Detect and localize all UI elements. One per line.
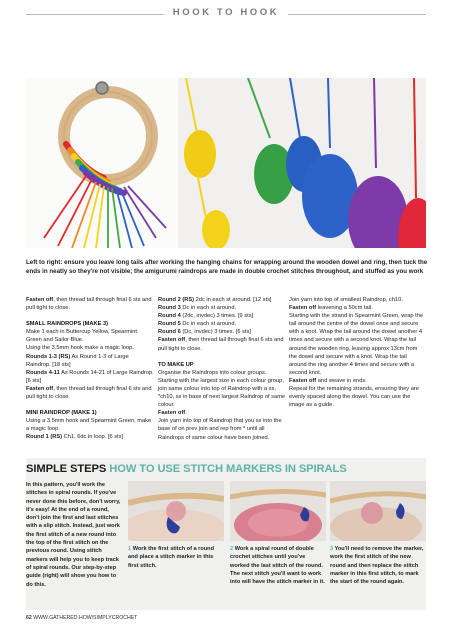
page-number: 62 (26, 615, 32, 621)
step-3-description: You'll need to remove the marker, work the first stitch of the new round and then replace the stitch marker in this first stitch, to mark the start of the round again. (330, 546, 424, 586)
instruction-text: Join yarn into top of smallest Raindrop, ch10. (289, 297, 403, 303)
section-title: HOOK TO HOOK (172, 7, 280, 18)
instruction-paragraph (158, 336, 286, 352)
panel-title-accent: HOW TO USE STITCH MARKERS IN SPIRALS (109, 463, 347, 475)
instruction-paragraph (26, 353, 154, 369)
instruction-text: Make 1 each in Buttercup Yellow, Spearmint Green and Sailor Blue. (26, 329, 137, 344)
instruction-paragraph (158, 304, 286, 312)
instructions-column-1 (26, 296, 154, 442)
instruction-paragraph (158, 328, 286, 336)
photo-raindrops (178, 78, 426, 248)
instruction-paragraph (289, 377, 426, 385)
step-2-description: Work a spiral round of double crochet stitches until you've worked the last stitch of the round. The next stitch you'll want to work into will have the stitch marker in it. (230, 546, 325, 586)
section-heading: TO MAKE UP (158, 361, 194, 368)
header-rule-left (26, 14, 164, 15)
panel-title (26, 462, 426, 476)
instruction-keyword: Round 1 (RS) (26, 434, 63, 441)
step-3-photo (330, 481, 426, 541)
instruction-keyword: Round 3 (158, 305, 181, 312)
instruction-text: , then thread tail through final 6 sts and pull tight to close. (26, 297, 152, 312)
instruction-paragraph (158, 296, 286, 304)
instruction-text: , then thread tail through final 6 sts and pull tight to close. (158, 337, 284, 352)
instruction-keyword: Round 5 (158, 321, 181, 328)
instruction-paragraph (158, 320, 286, 328)
instruction-paragraph (158, 409, 286, 417)
step-1-photo (128, 481, 224, 541)
instruction-text: Using a 3.5mm hook and Spearmint Green, make a magic loop. (26, 418, 152, 433)
page-footer (26, 615, 137, 621)
instruction-paragraph (158, 417, 286, 441)
instruction-paragraph (158, 312, 286, 320)
instruction-text: Ch1, 6dc in loop. [6 sts] (62, 434, 124, 441)
instruction-paragraph (26, 385, 154, 401)
instruction-paragraph (26, 417, 154, 433)
step-1-text (128, 545, 224, 570)
paragraph-gap (26, 401, 154, 409)
instruction-text: 2dc in each st around. [12 sts] (194, 297, 272, 303)
raindrops-illustration (178, 78, 426, 248)
instruction-keyword: Fasten off (289, 305, 317, 312)
instruction-paragraph (289, 312, 426, 377)
stitch-marker-icon (128, 481, 224, 541)
instruction-text: Dc in each st around. (180, 305, 237, 312)
instruction-keyword: Round 6 (158, 329, 181, 336)
instruction-paragraph (289, 296, 426, 304)
ring-illustration (26, 78, 176, 248)
page-header (0, 6, 452, 22)
instruction-text: Dc in each st around. (180, 321, 237, 328)
paragraph-gap (26, 312, 154, 320)
instructions-column-2 (158, 296, 286, 442)
instruction-text: , then thread tail through final 6 sts and pull tight to close. (26, 385, 152, 401)
instruction-text: (2dc, invdec) 3 times. [9 sts] (180, 313, 254, 320)
step-2-number: 2 (230, 546, 234, 552)
instructions-column-3 (289, 296, 426, 409)
instruction-text: Repeat for the remaining strands, ensuring they are evenly spaced along the dowel. You can use the image as a guide. (289, 386, 419, 409)
instruction-paragraph (26, 328, 154, 344)
step-3-number: 3 (330, 546, 334, 552)
step-2-text (230, 545, 326, 586)
instruction-text: Using the 3.5mm hook make a magic loop. (26, 345, 134, 352)
instruction-paragraph (26, 344, 154, 352)
instruction-keyword: Fasten off (158, 410, 186, 417)
header-rule-right (288, 14, 426, 15)
instruction-keyword: Fasten off (289, 377, 317, 384)
panel-intro: In this pattern, you'll work the stitches in spiral rounds. If you've never done this before, don't worry, it's easy! At the end of a round, don't join the first and last stitches with a slip stitch. Instead, just work the first stitch of a new round into the top of the first stitch on the previous round. Using stitch markers will help you to keep track of spiral rounds. Our step-by-step guide (right) will show you how to do this. (26, 482, 121, 588)
section-heading: SMALL RAINDROPS (MAKE 3) (26, 321, 109, 328)
instruction-text: As Round 1-3 of Large Raindrop. [18 sts] (26, 353, 129, 368)
instruction-text: Starting with the strand in Spearmint Green, wrap the tail around the centre of the dowel once and secure with a knot. Wrap the tail around the dowel another 4 times and secure with a second knot. Wrap the tail around the wooden ring, leaving approx 13cm from the dowel and secure with a knot. Wrap the tail around the ring another 4 times and secure with a second knot. (289, 313, 424, 376)
photo-wooden-ring (26, 78, 176, 248)
instruction-paragraph (289, 304, 426, 312)
step-1-description: Work the first stitch of a round and place a stitch marker in this first stitch. (128, 546, 215, 569)
step-2-photo (230, 481, 326, 541)
step-1-number: 1 (128, 546, 132, 552)
instruction-text: and weave in ends. (316, 377, 367, 384)
instruction-text: (Dc, invdec) 3 times. [6 sts] (180, 329, 251, 336)
instruction-keyword: Rounds 1-3 (RS) (26, 353, 71, 360)
instruction-keyword: Round 4 (158, 313, 181, 320)
instruction-text: Join yarn into top of Raindrop that you ss into the base of on prev join and rep from * until all Raindrops of same colour have been joined. (158, 418, 282, 441)
simple-steps-panel (26, 458, 426, 610)
photo-caption: Left to right: ensure you leave long tails after working the hanging chains for wrapping around the wooden dowel and ring, then tuck the ends in neatly so they're not visible; the amigurumi raindrops are made in double crochet stitches throughout, and stuffed as you work (26, 259, 428, 275)
stitch-marker-icon (230, 481, 326, 541)
step-3-text (330, 545, 426, 586)
instruction-keyword: Fasten off (26, 297, 54, 303)
instruction-keyword: Rounds 4-11 (26, 369, 60, 376)
instruction-text: Organise the Raindrops into colour groups. Starting with the largest size in each colour group, join same colour into top of Raindrop with a ss, *ch10, ss in base of next largest Raindrop of same colour. (158, 369, 286, 409)
panel-title-lead: SIMPLE STEPS (26, 463, 110, 475)
instruction-text: . (185, 410, 187, 417)
instruction-keyword: Fasten off (158, 337, 186, 344)
section-heading: MINI RAINDROP (MAKE 1) (26, 410, 97, 417)
instruction-paragraph (26, 369, 154, 385)
instruction-paragraph (158, 369, 286, 409)
stitch-marker-icon (330, 481, 426, 541)
instruction-paragraph (289, 385, 426, 409)
instruction-keyword: Round 2 (RS) (158, 297, 195, 303)
instruction-paragraph (26, 296, 154, 312)
paragraph-gap (158, 353, 286, 361)
instruction-paragraph (26, 433, 154, 441)
instruction-text: As Rounds 14-21 of Large Raindrop. [6 sts] (26, 369, 154, 384)
instruction-keyword: Fasten off (26, 385, 54, 392)
footer-url: WWW.GATHERED.HOW/SIMPLYCROCHET (31, 615, 138, 621)
instruction-text: leavening a 50cm tail. (316, 305, 373, 312)
